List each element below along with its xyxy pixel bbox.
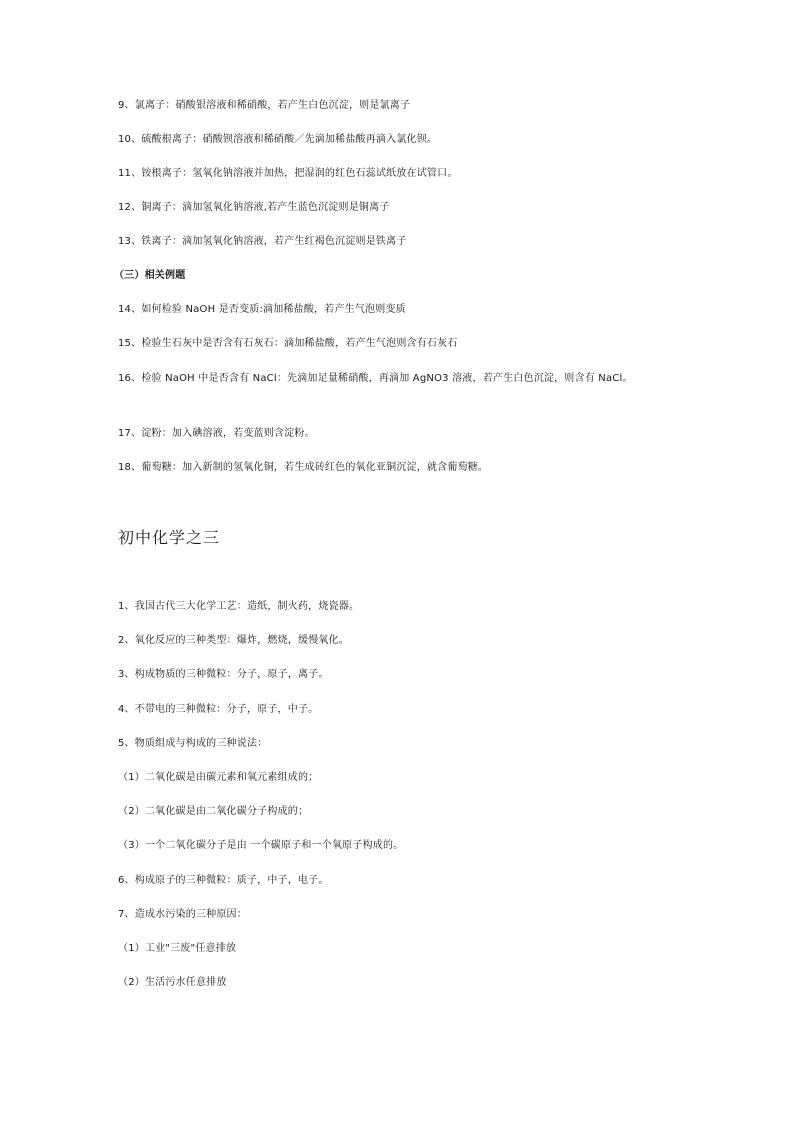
section-line-7-1: （1）工业"三废"任意排放: [118, 943, 237, 954]
section-line-7-2: （2）生活污水任意排放: [118, 977, 227, 988]
text-line-item-17: 17、淀粉：加入碘溶液，若变蓝则含淀粉。: [118, 428, 315, 439]
text-line-item-10: 10、硫酸根离子：硝酸钡溶液和稀硝酸／先滴加稀盐酸再滴入氯化钡。: [118, 134, 438, 145]
text-line-item-18: 18、葡萄糖：加入新制的氢氧化铜，若生成砖红色的氧化亚铜沉淀，就含葡萄糖。: [118, 462, 489, 473]
section-line-1: 1、我国古代三大化学工艺：造纸，制火药，烧瓷器。: [118, 601, 360, 612]
section-line-7: 7、造成水污染的三种原因：: [118, 909, 247, 920]
text-line-item-16: 16、检验 NaOH 中是否含有 NaCl：先滴加足量稀硝酸，再滴加 AgNO3 溶液，若产生白色沉淀，则含有 NaCl。: [118, 373, 633, 384]
related-examples-heading: （三）相关例题: [114, 270, 186, 281]
section-line-6: 6、构成原子的三种微粒：质子，中子，电子。: [118, 875, 329, 886]
section-line-2: 2、氧化反应的三种类型：爆炸，燃烧，缓慢氧化。: [118, 635, 349, 646]
text-line-item-12: 12、铜离子：滴加氢氧化钠溶液,若产生蓝色沉淀则是铜离子: [118, 202, 390, 213]
text-line-item-9: 9、氯离子：硝酸银溶液和稀硝酸，若产生白色沉淀，则是氯离子: [118, 100, 411, 111]
section-line-5: 5、物质组成与构成的三种说法：: [118, 738, 268, 749]
section-line-5-2: （2）二氧化碳是由二氧化碳分子构成的；: [118, 806, 309, 817]
section-title: 初中化学之三: [118, 528, 221, 547]
section-line-5-1: （1）二氧化碳是由碳元素和氧元素组成的；: [118, 772, 319, 783]
text-line-item-15: 15、检验生石灰中是否含有石灰石：滴加稀盐酸，若产生气泡则含有石灰石: [118, 338, 458, 349]
text-line-item-14: 14、如何检验 NaOH 是否变质:滴加稀盐酸，若产生气泡则变质: [118, 304, 406, 315]
text-line-item-11: 11、铵根离子：氢氧化钠溶液并加热，把湿润的红色石蕊试纸放在试管口。: [118, 168, 458, 179]
section-line-5-3: （3）一个二氧化碳分子是由 一个碳原子和一个氧原子构成的。: [118, 840, 404, 851]
section-line-4: 4、不带电的三种微粒：分子，原子，中子。: [118, 704, 319, 715]
section-line-3: 3、构成物质的三种微粒：分子，原子，离子。: [118, 669, 329, 680]
text-line-item-13: 13、铁离子：滴加氢氧化钠溶液，若产生红褐色沉淀则是铁离子: [118, 236, 407, 247]
